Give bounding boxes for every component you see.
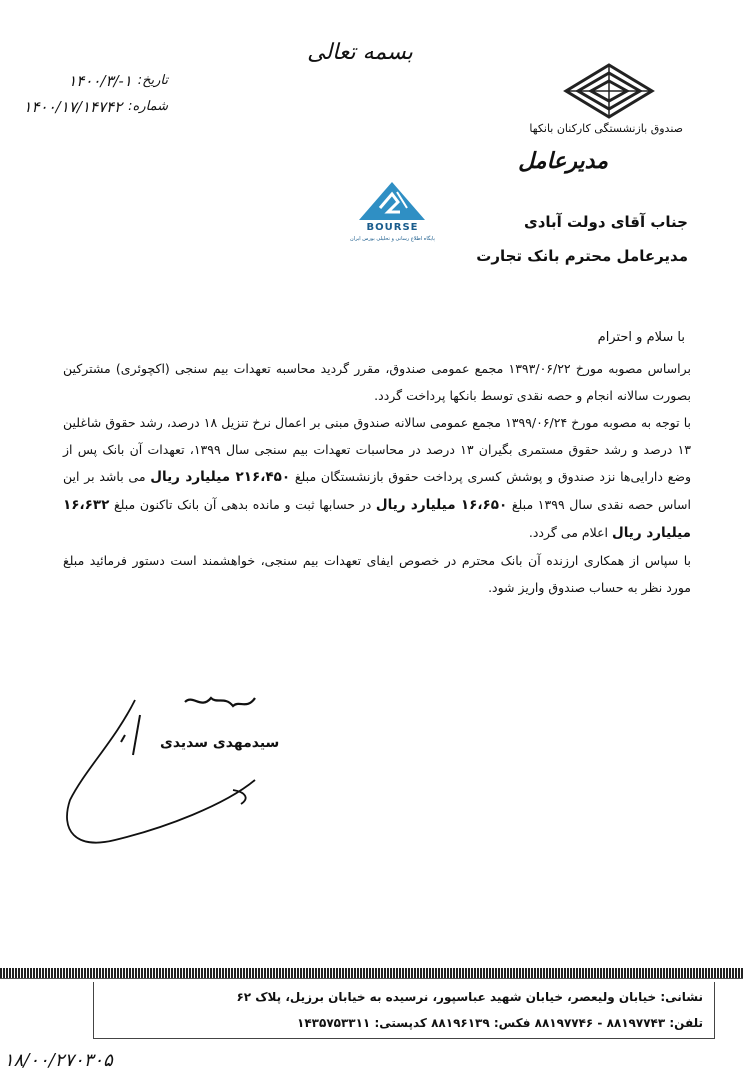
bourse-subtitle: پایگاه اطلاع رسانی و تحلیلی بورس ایران bbox=[350, 236, 435, 242]
number-label: شماره: bbox=[128, 99, 168, 114]
paragraph-2-part-a: با توجه به مصوبه مورخ ۱۳۹۹/۰۶/۲۴ مجمع عمومی سالانه صندوق مبنی بر اعمال نرخ تنزیل ۱۸ درصد، رشد حقوق شاغلین ۱۳ درصد و رشد حقوق مستمری بگیران ۱۳ درصد در محاسبات تعهدات بیم سنجی سال ۱۳۹۹، تعهدات آن بانک پس از وضع دارایی‌ها نزد صندوق و پوشش کسری پرداخت حقوق بازنشستگان مبلغ bbox=[63, 415, 691, 484]
recipient-position: مدیرعامل محترم بانک تجارت bbox=[476, 247, 688, 265]
date-row bbox=[8, 68, 168, 94]
fund-logo-icon bbox=[563, 62, 655, 120]
fund-name: صندوق بازنشستگی کارکنان بانکها bbox=[529, 122, 683, 135]
signatory-name: سیدمهدی سدیدی bbox=[160, 735, 280, 751]
number-value: ۱۴۰۰/۱۷/۱۴۷۴۲ bbox=[23, 98, 123, 116]
date-value: ۱۴۰۰/۳/-۱ bbox=[68, 72, 132, 90]
footer-contact: تلفن: ۸۸۱۹۷۷۴۳ - ۸۸۱۹۷۷۴۶ فکس: ۸۸۱۹۶۱۳۹ کدپستی: ۱۴۳۵۷۵۳۳۱۱ bbox=[297, 1016, 703, 1030]
footer-pattern-bar bbox=[0, 968, 743, 978]
amount-remaining: ۱۶،۶۳۲ میلیارد ریال bbox=[63, 497, 691, 541]
number-row bbox=[8, 94, 168, 120]
recipient-name: جناب آقای دولت آبادی bbox=[523, 213, 688, 231]
paragraph-3: با سپاس از همکاری ارزنده آن بانک محترم در خصوص ایفای تعهدات بیم سنجی، خواهشمند است دستور فرمائید مبلغ مورد نظر به حساب صندوق واریز شود. bbox=[63, 553, 691, 595]
basmala-heading: بسمه تعالی bbox=[307, 40, 413, 65]
footer-address: نشانی: خیابان ولیعصر، خیابان شهید عباسپور، نرسیده به خیابان برزیل، پلاک ۶۲ bbox=[236, 990, 703, 1004]
greeting: با سلام و احترام bbox=[597, 330, 685, 345]
bourse-wordmark: BOURSE bbox=[366, 222, 419, 233]
paragraph-2-part-d: اعلام می گردد. bbox=[528, 525, 613, 540]
paragraph-2-part-c: در حسابها ثبت و مانده بدهی آن بانک تاکنون مبلغ bbox=[109, 497, 376, 512]
footer-divider bbox=[0, 978, 743, 979]
amount-cash-share: ۱۶،۶۵۰ میلیارد ریال bbox=[375, 497, 508, 513]
letter-meta bbox=[8, 68, 168, 120]
signature-scribble bbox=[55, 680, 305, 860]
sender-title: مدیرعامل bbox=[518, 148, 608, 174]
paragraph-1: براساس مصوبه مورخ ۱۳۹۳/۰۶/۲۲ مجمع عمومی صندوق، مقرر گردید محاسبه تعهدات بیم سنجی (اکچوئری) مشترکین بصورت سالانه انجام و حصه نقدی توسط بانکها پرداخت گردد. bbox=[63, 361, 691, 403]
letter-body bbox=[63, 355, 691, 601]
recipient-block bbox=[368, 205, 688, 273]
paragraph-2 bbox=[63, 409, 691, 547]
handwritten-bottom-note: ۱۸/۰۰/۲۷۰۳۰۵ bbox=[4, 1050, 113, 1071]
amount-total-debt: ۲۱۶،۴۵۰ میلیارد ریال bbox=[150, 469, 291, 485]
date-label: تاریخ: bbox=[137, 73, 168, 88]
paragraph-2-part-b: می باشد بر این اساس حصه نقدی سال ۱۳۹۹ مبلغ bbox=[63, 469, 691, 512]
